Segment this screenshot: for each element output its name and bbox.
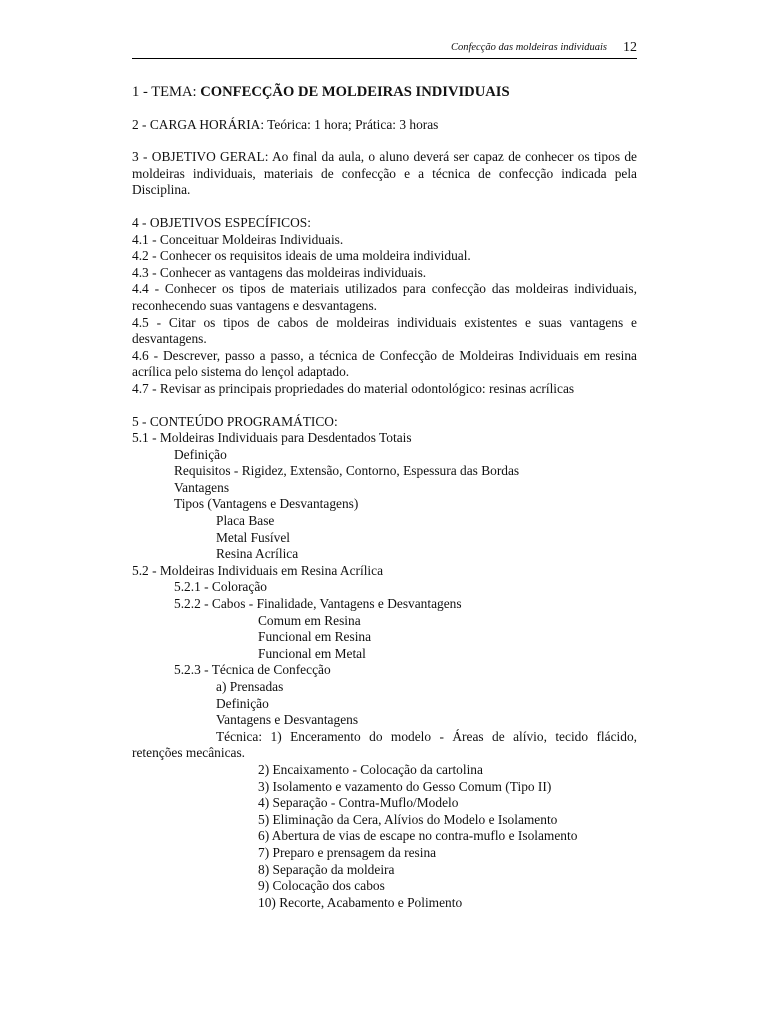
outline-subitem: Resina Acrílica — [216, 546, 299, 562]
outline-subitem: Funcional em Metal — [258, 645, 366, 661]
objetivo-item: 4.1 - Conceituar Moldeiras Individuais. — [132, 231, 344, 247]
objetivo-item: 4.3 - Conhecer as vantagens das moldeiras individuais. — [132, 264, 427, 280]
outline-subitem: Placa Base — [216, 513, 275, 529]
tecnica-step: 4) Separação - Contra-Muflo/Modelo — [258, 795, 459, 811]
section-5-2: 5.2 - Moldeiras Individuais em Resina Acrílica — [132, 562, 384, 578]
objetivo-item: 4.7 - Revisar as principais propriedades do material odontológico: resinas acrílicas — [132, 380, 575, 396]
section-5-2-2: 5.2.2 - Cabos - Finalidade, Vantagens e Desvantagens — [174, 596, 462, 612]
tema-prefix: 1 - TEMA: — [132, 84, 201, 100]
section-5-2-1: 5.2.1 - Coloração — [174, 579, 267, 595]
outline-item: Vantagens — [174, 479, 230, 495]
objetivos-heading: 4 - OBJETIVOS ESPECÍFICOS: — [132, 214, 311, 230]
tecnica-step: 6) Abertura de vias de escape no contra-muflo e Isolamento — [258, 828, 578, 844]
page-header — [132, 40, 637, 59]
objetivo-item: 4.5 - Citar os tipos de cabos de moldeiras individuais existentes e suas vantagens e desvantagens. — [132, 314, 637, 347]
tecnica-step: 9) Colocação dos cabos — [258, 878, 385, 894]
conteudo-heading: 5 - CONTEÚDO PROGRAMÁTICO: — [132, 413, 338, 429]
tema-title: CONFECÇÃO DE MOLDEIRAS INDIVIDUAIS — [200, 84, 510, 100]
outline-subitem: Vantagens e Desvantagens — [216, 712, 359, 728]
outline-subitem: Comum em Resina — [258, 612, 361, 628]
document-body — [132, 84, 637, 911]
objetivo-item: 4.6 - Descrever, passo a passo, a técnica de Confecção de Moldeiras Individuais em resina acrílica pelo sistema do lençol adaptado. — [132, 347, 637, 380]
outline-item: Tipos (Vantagens e Desvantagens) — [174, 496, 359, 512]
carga-horaria: 2 - CARGA HORÁRIA: Teórica: 1 hora; Prática: 3 horas — [132, 116, 439, 132]
outline-subitem: Metal Fusível — [216, 529, 291, 545]
tema-line — [132, 84, 637, 101]
outline-subitem: Funcional em Resina — [258, 629, 372, 645]
tecnica-step: 8) Separação da moldeira — [258, 861, 395, 877]
outline-item: Requisitos - Rigidez, Extensão, Contorno, Espessura das Bordas — [174, 463, 520, 479]
objetivo-geral: 3 - OBJETIVO GERAL: Ao final da aula, o aluno deverá ser capaz de conhecer os tipos de moldeiras individuais, materiais de confecção e a técnica de confecção indicada pela Disciplina. — [132, 149, 637, 198]
tecnica-step: 7) Preparo e prensagem da resina — [258, 844, 437, 860]
objetivo-item: 4.4 - Conhecer os tipos de materiais utilizados para confecção das moldeiras individuais, reconhecendo suas vantagens e desvantagens. — [132, 281, 637, 313]
outline-subitem: a) Prensadas — [216, 679, 284, 694]
tecnica-first-step: Técnica: 1) Enceramento do modelo - Áreas de alívio, tecido flácido, retenções mecânicas. — [132, 728, 637, 761]
section-5-1: 5.1 - Moldeiras Individuais para Desdentados Totais — [132, 430, 412, 446]
tecnica-step: 3) Isolamento e vazamento do Gesso Comum (Tipo II) — [258, 778, 552, 794]
section-5-2-3: 5.2.3 - Técnica de Confecção — [174, 662, 331, 678]
page-number: 12 — [623, 40, 637, 55]
tecnica-step: 10) Recorte, Acabamento e Polimento — [258, 894, 463, 910]
outline-subitem: Definição — [216, 695, 269, 711]
objetivo-item: 4.2 - Conhecer os requisitos ideais de uma moldeira individual. — [132, 248, 471, 264]
tecnica-step: 2) Encaixamento - Colocação da cartolina — [258, 761, 483, 777]
outline-item: Definição — [174, 446, 227, 462]
header-title: Confecção das moldeiras individuais — [450, 42, 607, 53]
tecnica-step: 5) Eliminação da Cera, Alívios do Modelo e Isolamento — [258, 811, 558, 827]
